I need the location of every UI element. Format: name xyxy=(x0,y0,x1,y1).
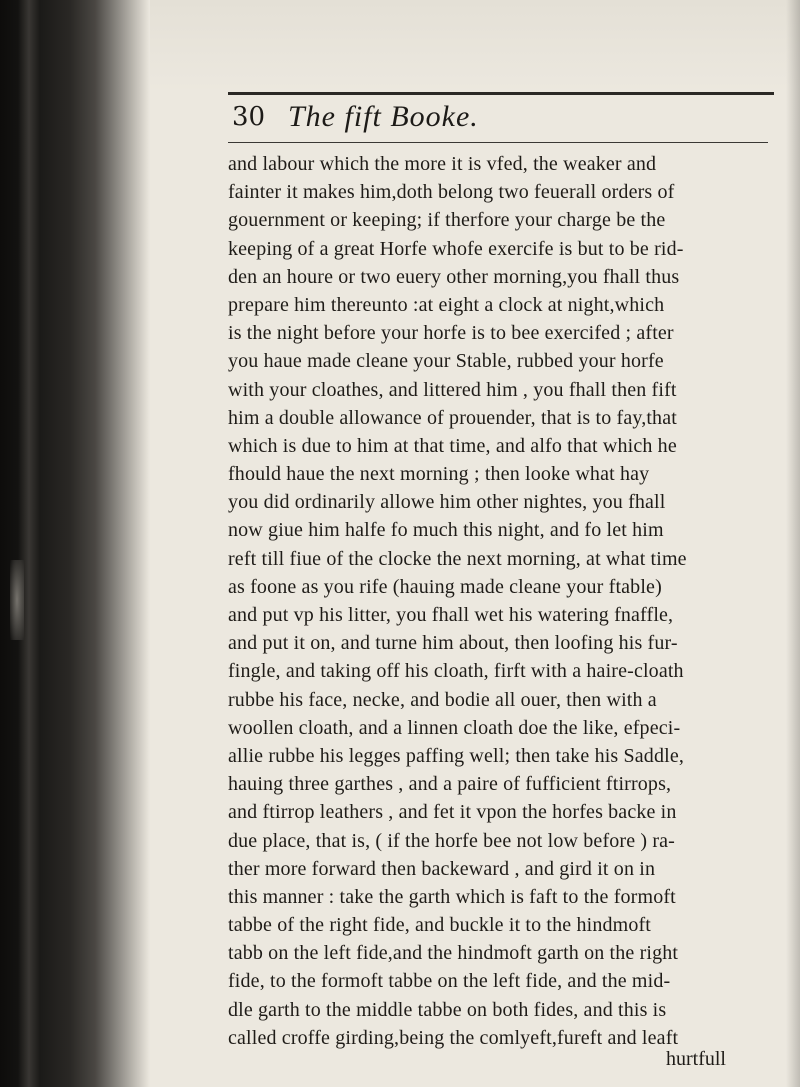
binding-spot xyxy=(10,560,24,640)
body-text xyxy=(228,150,788,1052)
page-header xyxy=(232,100,772,142)
text-line: you haue made cleane your Stable, rubbed your horfe xyxy=(228,350,664,373)
text-line: reft till fiue of the clocke the next morning, at what time xyxy=(228,547,687,570)
running-title: The fift Booke. xyxy=(288,100,479,133)
page-edge-shadow xyxy=(786,0,800,1087)
text-line: prepare him thereunto :at eight a clock at night,which xyxy=(228,293,665,316)
text-line: with your cloathes, and littered him , you fhall then fift xyxy=(228,378,677,401)
text-line: gouernment or keeping; if therfore your charge be the xyxy=(228,209,666,232)
text-line: keeping of a great Horfe whofe exercife is but to be rid- xyxy=(228,237,684,260)
header-underline xyxy=(228,142,768,143)
text-line: dle garth to the middle tabbe on both fides, and this is xyxy=(228,998,667,1021)
text-line: and ftirrop leathers , and fet it vpon the horfes backe in xyxy=(228,801,677,824)
text-line: fhould haue the next morning ; then looke what hay xyxy=(228,463,650,486)
text-line: hauing three garthes , and a paire of fufficient ftirrops, xyxy=(228,773,672,796)
text-line: tabb on the left fide,and the hindmoft garth on the right xyxy=(228,942,679,965)
page-top-margin xyxy=(150,0,800,92)
text-line: ther more forward then backeward , and gird it on in xyxy=(228,857,656,880)
page-number: 30 xyxy=(232,102,266,132)
text-line: den an houre or two euery other morning,you fhall thus xyxy=(228,265,680,288)
text-line: due place, that is, ( if the horfe bee not low before ) ra- xyxy=(228,829,675,852)
text-line: fide, to the formoft tabbe on the left fide, and the mid- xyxy=(228,970,671,993)
text-line: called croffe girding,being the comlyeft,fureft and leaft xyxy=(228,1026,679,1049)
text-line: woollen cloath, and a linnen cloath doe the like, efpeci- xyxy=(228,716,681,739)
text-line: now giue him halfe fo much this night, and fo let him xyxy=(228,519,664,542)
text-line: him a double allowance of prouender, that is to fay,that xyxy=(228,406,677,429)
text-line: fingle, and taking off his cloath, firft with a haire-cloath xyxy=(228,660,684,683)
text-line: this manner : take the garth which is faft to the formoft xyxy=(228,885,676,908)
text-line: is the night before your horfe is to bee exercifed ; after xyxy=(228,322,674,345)
text-line: tabbe of the right fide, and buckle it to the hindmoft xyxy=(228,914,651,937)
header-rule xyxy=(228,92,774,95)
text-line: and labour which the more it is vfed, the weaker and xyxy=(228,153,657,175)
text-line: as foone as you rife (hauing made cleane your ftable) xyxy=(228,575,662,598)
text-line: which is due to him at that time, and alfo that which he xyxy=(228,434,677,457)
text-line: and put it on, and turne him about, then loofing his fur- xyxy=(228,632,678,655)
text-line: fainter it makes him,doth belong two feuerall orders of xyxy=(228,181,675,204)
binding-streak xyxy=(18,0,40,1087)
text-line: allie rubbe his legges paffing well; then take his Saddle, xyxy=(228,744,684,767)
catchword: hurtfull xyxy=(666,1048,726,1070)
text-line: and put vp his litter, you fhall wet his watering fnaffle, xyxy=(228,604,674,626)
text-line: rubbe his face, necke, and bodie all ouer, then with a xyxy=(228,688,657,711)
text-line: you did ordinarily allowe him other nightes, you fhall xyxy=(228,491,666,514)
